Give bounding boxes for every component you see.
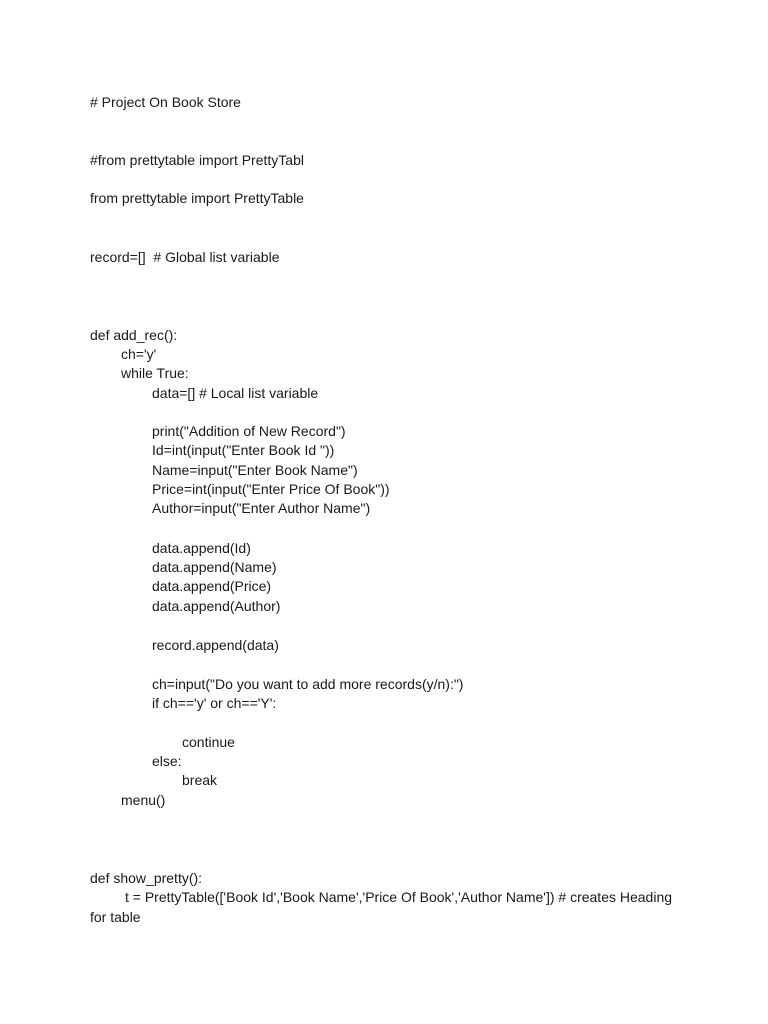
code-line: data.append(Id) [152,540,251,556]
code-line: Author=input("Enter Author Name") [152,500,371,516]
code-line: ch='y' [121,346,157,362]
code-line: record=[] # Global list variable [90,249,280,265]
code-line: ch=input("Do you want to add more records(y/n):") [152,676,464,692]
code-line: while True: [121,365,189,381]
code-line: data.append(Author) [152,598,281,614]
code-line: print("Addition of New Record") [152,423,346,439]
code-line: menu() [121,792,166,808]
code-line: # Project On Book Store [90,94,241,110]
code-line: #from prettytable import PrettyTabl [90,152,304,168]
code-line: Id=int(input("Enter Book Id ")) [152,442,335,458]
code-line: from prettytable import PrettyTable [90,190,304,206]
code-line: def show_pretty(): [90,870,203,886]
code-line: data.append(Price) [152,578,272,594]
code-line: break [182,772,218,788]
code-line: data=[] # Local list variable [152,385,319,401]
code-line-wrapped: t = PrettyTable(['Book Id','Book Name','Price Of Book','Author Name']) # creates Heading for table [90,889,673,925]
code-line: Name=input("Enter Book Name") [152,462,358,478]
code-line: record.append(data) [152,637,279,653]
code-line: def add_rec(): [90,327,178,343]
code-line: else: [152,753,182,769]
code-line: data.append(Name) [152,559,277,575]
code-line: continue [182,734,235,750]
code-line: if ch=='y' or ch=='Y': [152,695,277,711]
code-line: Price=int(input("Enter Price Of Book")) [152,481,390,497]
